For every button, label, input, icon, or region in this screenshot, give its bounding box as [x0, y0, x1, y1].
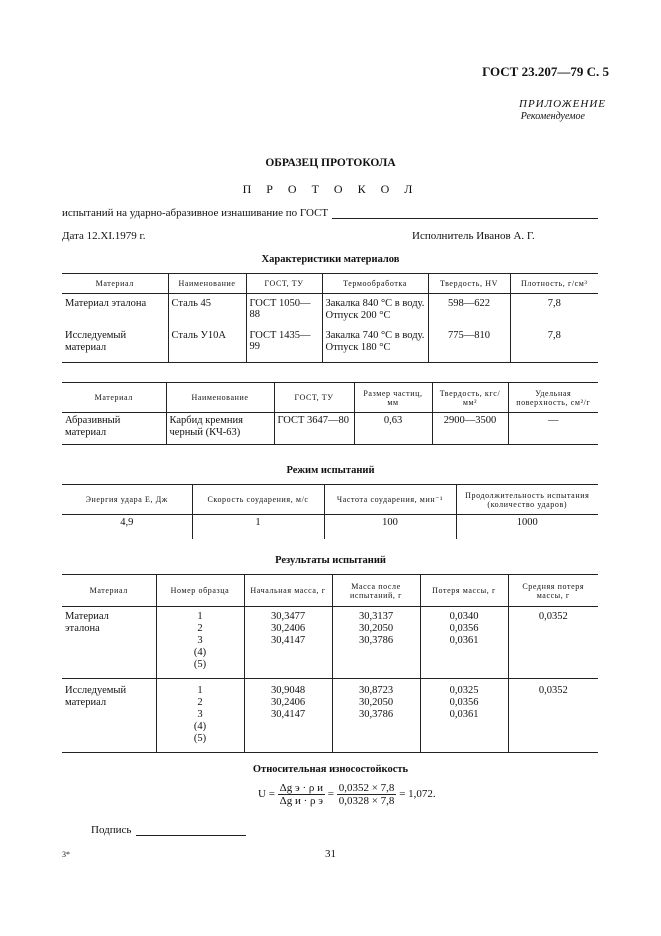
cell-name: Карбид кремния черный (КЧ-63) — [166, 413, 274, 445]
cell-material: Абразивный материал — [62, 413, 166, 445]
gost-blank-line — [332, 218, 598, 219]
materials-section-title: Характеристики материалов — [261, 254, 400, 265]
mass-value: 30,3786 — [358, 635, 394, 646]
col-header: Материал — [62, 575, 156, 607]
col-header: ГОСТ, ТУ — [246, 274, 322, 294]
cell-density: 7,8 — [510, 294, 598, 325]
appendix-label: ПРИЛОЖЕНИЕ — [519, 98, 606, 110]
table-row — [62, 294, 598, 325]
mass-value: 30,3137 — [358, 611, 394, 622]
col-header: Масса после испытаний, г — [332, 575, 420, 607]
signature-label: Подпись — [91, 824, 132, 836]
mass-value: 30,3786 — [358, 709, 394, 720]
cell-avg-loss: 0,0352 — [508, 679, 598, 753]
cell-after-mass — [332, 679, 420, 753]
col-header: Твердость, HV — [428, 274, 510, 294]
cell-density: 7,8 — [510, 324, 598, 362]
mass-value: 30,9048 — [270, 685, 306, 696]
col-header: Номер образца — [156, 575, 244, 607]
recommended-label: Рекомендуемое — [520, 111, 585, 122]
col-header: Термообработка — [322, 274, 428, 294]
col-header: Материал — [62, 274, 168, 294]
test-date: Дата 12.XI.1979 г. — [62, 230, 146, 242]
loss-value: 0,0356 — [449, 623, 479, 634]
mass-value: 30,2406 — [270, 697, 306, 708]
mode-section-title: Режим испытаний — [286, 465, 375, 476]
frac-numerator: Δg э · ρ и — [279, 782, 323, 794]
col-header: Частота соударения, мин⁻¹ — [324, 485, 456, 515]
results-section-title: Результаты испытаний — [275, 555, 386, 566]
mode-table — [62, 484, 598, 539]
col-header: Размер частиц, мм — [354, 383, 432, 413]
cell-initial-mass — [244, 679, 332, 753]
cell-gost: ГОСТ 1435—99 — [246, 324, 322, 362]
sample-number: 2 — [197, 697, 203, 708]
cell-after-mass — [332, 607, 420, 679]
table-row — [62, 679, 598, 753]
table-row — [62, 413, 598, 445]
document-title: ОБРАЗЕЦ ПРОТОКОЛА — [265, 157, 396, 169]
footer-mark: 3* — [62, 850, 70, 859]
col-header: Плотность, г/см³ — [510, 274, 598, 294]
cell-material: Материал эталона — [65, 298, 147, 309]
mass-value: 30,8723 — [358, 685, 394, 696]
col-header: Наименование — [168, 274, 246, 294]
gost-page-header: ГОСТ 23.207—79 С. 5 — [482, 64, 609, 79]
frac-numerator: 0,0352 × 7,8 — [338, 782, 395, 794]
materials-table — [62, 273, 598, 363]
abrasive-table — [62, 382, 598, 445]
table-row — [62, 324, 598, 362]
cell-duration: 1000 — [456, 515, 598, 539]
cell-hardness: 598—622 — [428, 294, 510, 325]
cell-hardness: 2900—3500 — [432, 413, 508, 445]
cell-energy: 4,9 — [120, 517, 134, 528]
page-number: 31 — [325, 848, 336, 860]
cell-samples — [156, 679, 244, 753]
cell-gost: ГОСТ 1050—88 — [246, 294, 322, 325]
cell-treatment — [322, 294, 428, 325]
mass-value: 30,2050 — [358, 697, 394, 708]
loss-value: 0,0325 — [449, 685, 479, 696]
col-header: Скорость соударения, м/с — [192, 485, 324, 515]
formula-lhs: U = — [258, 788, 275, 801]
numeric-fraction — [337, 782, 397, 807]
formula-result: = 1,072. — [399, 788, 436, 801]
loss-value: 0,0356 — [449, 697, 479, 708]
table-row — [62, 515, 598, 539]
col-header: Продолжительность испытания (количество ударов) — [456, 485, 598, 515]
executor: Исполнитель Иванов А. Г. — [412, 230, 535, 242]
mass-value: 30,3477 — [270, 611, 306, 622]
sample-number: (4) — [193, 721, 207, 732]
symbolic-fraction — [278, 782, 325, 807]
col-header: Удельная поверхность, см²/г — [508, 383, 598, 413]
col-header: Энергия удара E, Дж — [62, 485, 192, 515]
col-header: Средняя потеря массы, г — [508, 575, 598, 607]
sample-number: 1 — [197, 685, 203, 696]
mass-value: 30,2050 — [358, 623, 394, 634]
frac-denominator: Δg и · ρ э — [279, 795, 323, 807]
cell-loss — [420, 679, 508, 753]
cell-treatment — [322, 324, 428, 362]
loss-value: 0,0340 — [449, 611, 479, 622]
treat-line: Отпуск 180 °С — [325, 342, 391, 353]
treat-line: Отпуск 200 °С — [325, 310, 391, 321]
test-description: испытаний на ударно-абразивное изнашивание по ГОСТ — [62, 207, 329, 219]
col-header: Твердость, кгс/мм² — [432, 383, 508, 413]
sample-number: 1 — [197, 611, 203, 622]
protocol-heading: П Р О Т О К О Л — [242, 182, 419, 196]
relative-section-title: Относительная износостойкость — [252, 764, 409, 775]
cell-samples — [156, 607, 244, 679]
cell-name: Сталь У10А — [168, 324, 246, 362]
cell-frequency: 100 — [324, 515, 456, 539]
cell-loss — [420, 607, 508, 679]
material-label: Материал эталона — [65, 611, 109, 634]
signature-line — [136, 835, 246, 836]
sample-number: 3 — [197, 709, 203, 720]
cell-material — [62, 679, 156, 753]
mass-value: 30,4147 — [270, 635, 306, 646]
loss-value: 0,0361 — [449, 709, 479, 720]
results-table — [62, 574, 598, 753]
mass-value: 30,4147 — [270, 709, 306, 720]
wear-resistance-formula: U = $\frac{\text{Δg э · ρ и}}{\text{Δg и · ρ э}}$ = $\frac{0,0352 \times 7,8}{0,0328 \times 7,8}$ = 1,072. — [258, 782, 436, 807]
col-header: ГОСТ, ТУ — [274, 383, 354, 413]
loss-value: 0,0361 — [449, 635, 479, 646]
treat-line: Закалка 740 °С в воду. — [325, 330, 425, 341]
col-header: Потеря массы, г — [420, 575, 508, 607]
col-header: Материал — [62, 383, 166, 413]
col-header: Наименование — [166, 383, 274, 413]
cell-material — [62, 607, 156, 679]
sample-number: (5) — [193, 733, 207, 744]
cell-hardness: 775—810 — [428, 324, 510, 362]
cell-size: 0,63 — [354, 413, 432, 445]
cell-speed: 1 — [192, 515, 324, 539]
sample-number: 3 — [197, 635, 203, 646]
frac-denominator: 0,0328 × 7,8 — [338, 795, 395, 807]
cell-initial-mass — [244, 607, 332, 679]
cell-surface: — — [508, 413, 598, 445]
cell-material: Исследуемый материал — [62, 324, 168, 362]
mass-value: 30,2406 — [270, 623, 306, 634]
cell-avg-loss: 0,0352 — [508, 607, 598, 679]
material-label: Исследуемый материал — [65, 685, 127, 708]
cell-gost: ГОСТ 3647—80 — [274, 413, 354, 445]
col-header: Начальная масса, г — [244, 575, 332, 607]
cell-name: Сталь 45 — [168, 294, 246, 325]
sample-number: (4) — [193, 647, 207, 658]
treat-line: Закалка 840 °С в воду. — [325, 298, 425, 309]
sample-number: 2 — [197, 623, 203, 634]
table-row — [62, 607, 598, 679]
sample-number: (5) — [193, 659, 207, 670]
